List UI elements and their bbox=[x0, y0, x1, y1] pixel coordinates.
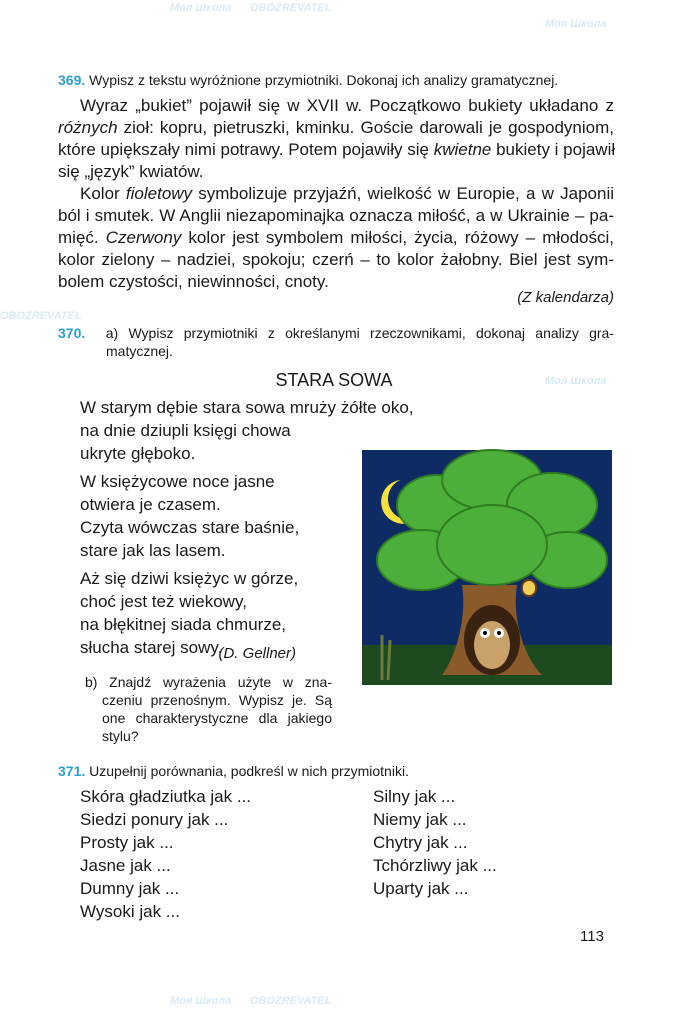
comparison-item: Skóra gładziutka jak ... bbox=[80, 787, 252, 806]
poem-author: (D. Gellner) bbox=[218, 645, 296, 662]
poem-line: otwiera je czasem. bbox=[80, 495, 221, 514]
watermark: Моя Школа bbox=[170, 2, 232, 14]
text-line bbox=[58, 117, 614, 139]
comparison-item: Chytry jak ... bbox=[373, 833, 468, 852]
watermark: OBOZREVATEL bbox=[250, 995, 332, 1007]
text-line bbox=[58, 161, 614, 183]
poem-line: W księżycowe noce jasne bbox=[80, 472, 275, 491]
comparison-item: Niemy jak ... bbox=[373, 810, 467, 829]
watermark: OBOZREVATEL bbox=[0, 310, 82, 322]
text-segment: kolor zielony – nadziei, spokoju; czerń – to kolor żałobny. Biel jest sym- bbox=[58, 250, 614, 269]
poem-line: stare jak las lasem. bbox=[80, 541, 226, 560]
poem-line: na dnie dziupli księgi chowa bbox=[80, 421, 291, 440]
source-citation: (Z kalendarza) bbox=[517, 289, 614, 306]
comparison-item: Silny jak ... bbox=[373, 787, 456, 806]
highlighted-adjective: różnych bbox=[58, 118, 118, 137]
comparison-item: Siedzi ponury jak ... bbox=[80, 810, 229, 829]
exercise-369-text bbox=[58, 95, 614, 293]
poem-line: W starym dębie stara sowa mruży żółte oko, bbox=[80, 398, 414, 417]
instruction-text: a) Wypisz przymiotniki z określanymi rzeczownikami, dokonaj analizy gra- bbox=[105, 325, 615, 341]
text-segment: mięć. bbox=[58, 228, 106, 247]
comparison-item: Wysoki jak ... bbox=[80, 902, 180, 921]
poem-line: na błękitnej siada chmurze, bbox=[80, 615, 287, 634]
text-line bbox=[58, 249, 614, 271]
text-segment: zioł: kopru, pietruszki, kminku. Goście darowali je gospodyniom, bbox=[117, 118, 614, 137]
poem-line: ukryte głęboko. bbox=[80, 444, 196, 463]
poem-line: słucha starej sowy. bbox=[80, 638, 223, 657]
text-line bbox=[58, 205, 614, 227]
poem-line: Aż się dziwi księżyc w górze, bbox=[80, 569, 299, 588]
text-line bbox=[58, 183, 614, 205]
page-number: 113 bbox=[580, 928, 604, 945]
poem-line: choć jest też wiekowy, bbox=[80, 592, 247, 611]
text-line bbox=[58, 139, 614, 161]
exercise-number: 369. bbox=[58, 72, 86, 88]
text-segment: się „język” kwiatów. bbox=[58, 162, 204, 181]
exercise-370-instruction-b bbox=[85, 673, 332, 745]
comparison-item: Tchórzliwy jak ... bbox=[373, 856, 497, 875]
instruction-text: Uzupełnij porównania, podkreśl w nich przymiotniki. bbox=[89, 763, 409, 779]
text-segment: Kolor bbox=[80, 184, 126, 203]
watermark: Моя Школа bbox=[545, 375, 607, 387]
instruction-line: stylu? bbox=[102, 728, 139, 744]
text-segment: bukiety i pojawił bbox=[491, 140, 616, 159]
highlighted-adjective: Czerwony bbox=[105, 228, 182, 247]
comparison-item: Dumny jak ... bbox=[80, 879, 180, 898]
exercise-number: 371. bbox=[58, 763, 86, 779]
text-line bbox=[58, 95, 614, 117]
highlighted-adjective: fioletowy bbox=[125, 184, 193, 203]
owl-in-tree-illustration bbox=[352, 445, 614, 690]
watermark: Моя Школа bbox=[170, 995, 232, 1007]
exercise-369-instruction bbox=[58, 71, 616, 89]
instruction-text: Wypisz z tekstu wyróżnione przymiotniki. Dokonaj ich analizy gramatycznej. bbox=[89, 72, 559, 88]
instruction-text: matycznej. bbox=[106, 343, 173, 359]
comparison-item: Jasne jak ... bbox=[80, 856, 171, 875]
text-segment: Wyraz „bukiet” pojawił się w XVII w. Początkowo bukiety układano z bbox=[80, 96, 614, 115]
text-segment: ból i smutek. W Anglii niezapominajka oznacza miłość, a w Ukrainie – pa- bbox=[58, 206, 614, 225]
text-segment: kolor jest symbolem miłości, życia, różowy – młodości, bbox=[181, 228, 615, 247]
comparison-item: Uparty jak ... bbox=[373, 879, 469, 898]
poem-line: Czyta wówczas stare baśnie, bbox=[80, 518, 300, 537]
comparisons-left-column bbox=[80, 785, 251, 923]
exercise-370-instruction bbox=[58, 324, 614, 360]
comparison-item: Prosty jak ... bbox=[80, 833, 174, 852]
text-segment: symbolizuje przyjaźń, wielkość w Europie, a w Japonii bbox=[192, 184, 614, 203]
text-line bbox=[58, 227, 614, 249]
exercise-number: 370. bbox=[58, 325, 86, 341]
watermark: OBOZREVATEL bbox=[250, 2, 332, 14]
comparisons-right-column bbox=[373, 785, 497, 900]
text-segment: bolem czystości, niewinności, cnoty. bbox=[58, 272, 329, 291]
instruction-line: one charakterystyczne dla jakiego bbox=[102, 710, 332, 726]
text-segment: które upiększały nimi potrawy. Potem pojawiły się bbox=[58, 140, 434, 159]
instruction-line: czeniu przenośnym. Wypisz je. Są bbox=[102, 692, 332, 708]
poem-title: STARA SOWA bbox=[275, 370, 393, 390]
highlighted-adjective: kwietne bbox=[433, 140, 492, 159]
instruction-line: b) Znajdź wyrażenia użyte w zna- bbox=[85, 674, 332, 690]
exercise-371-instruction bbox=[58, 762, 409, 780]
watermark: Моя Школа bbox=[545, 18, 607, 30]
